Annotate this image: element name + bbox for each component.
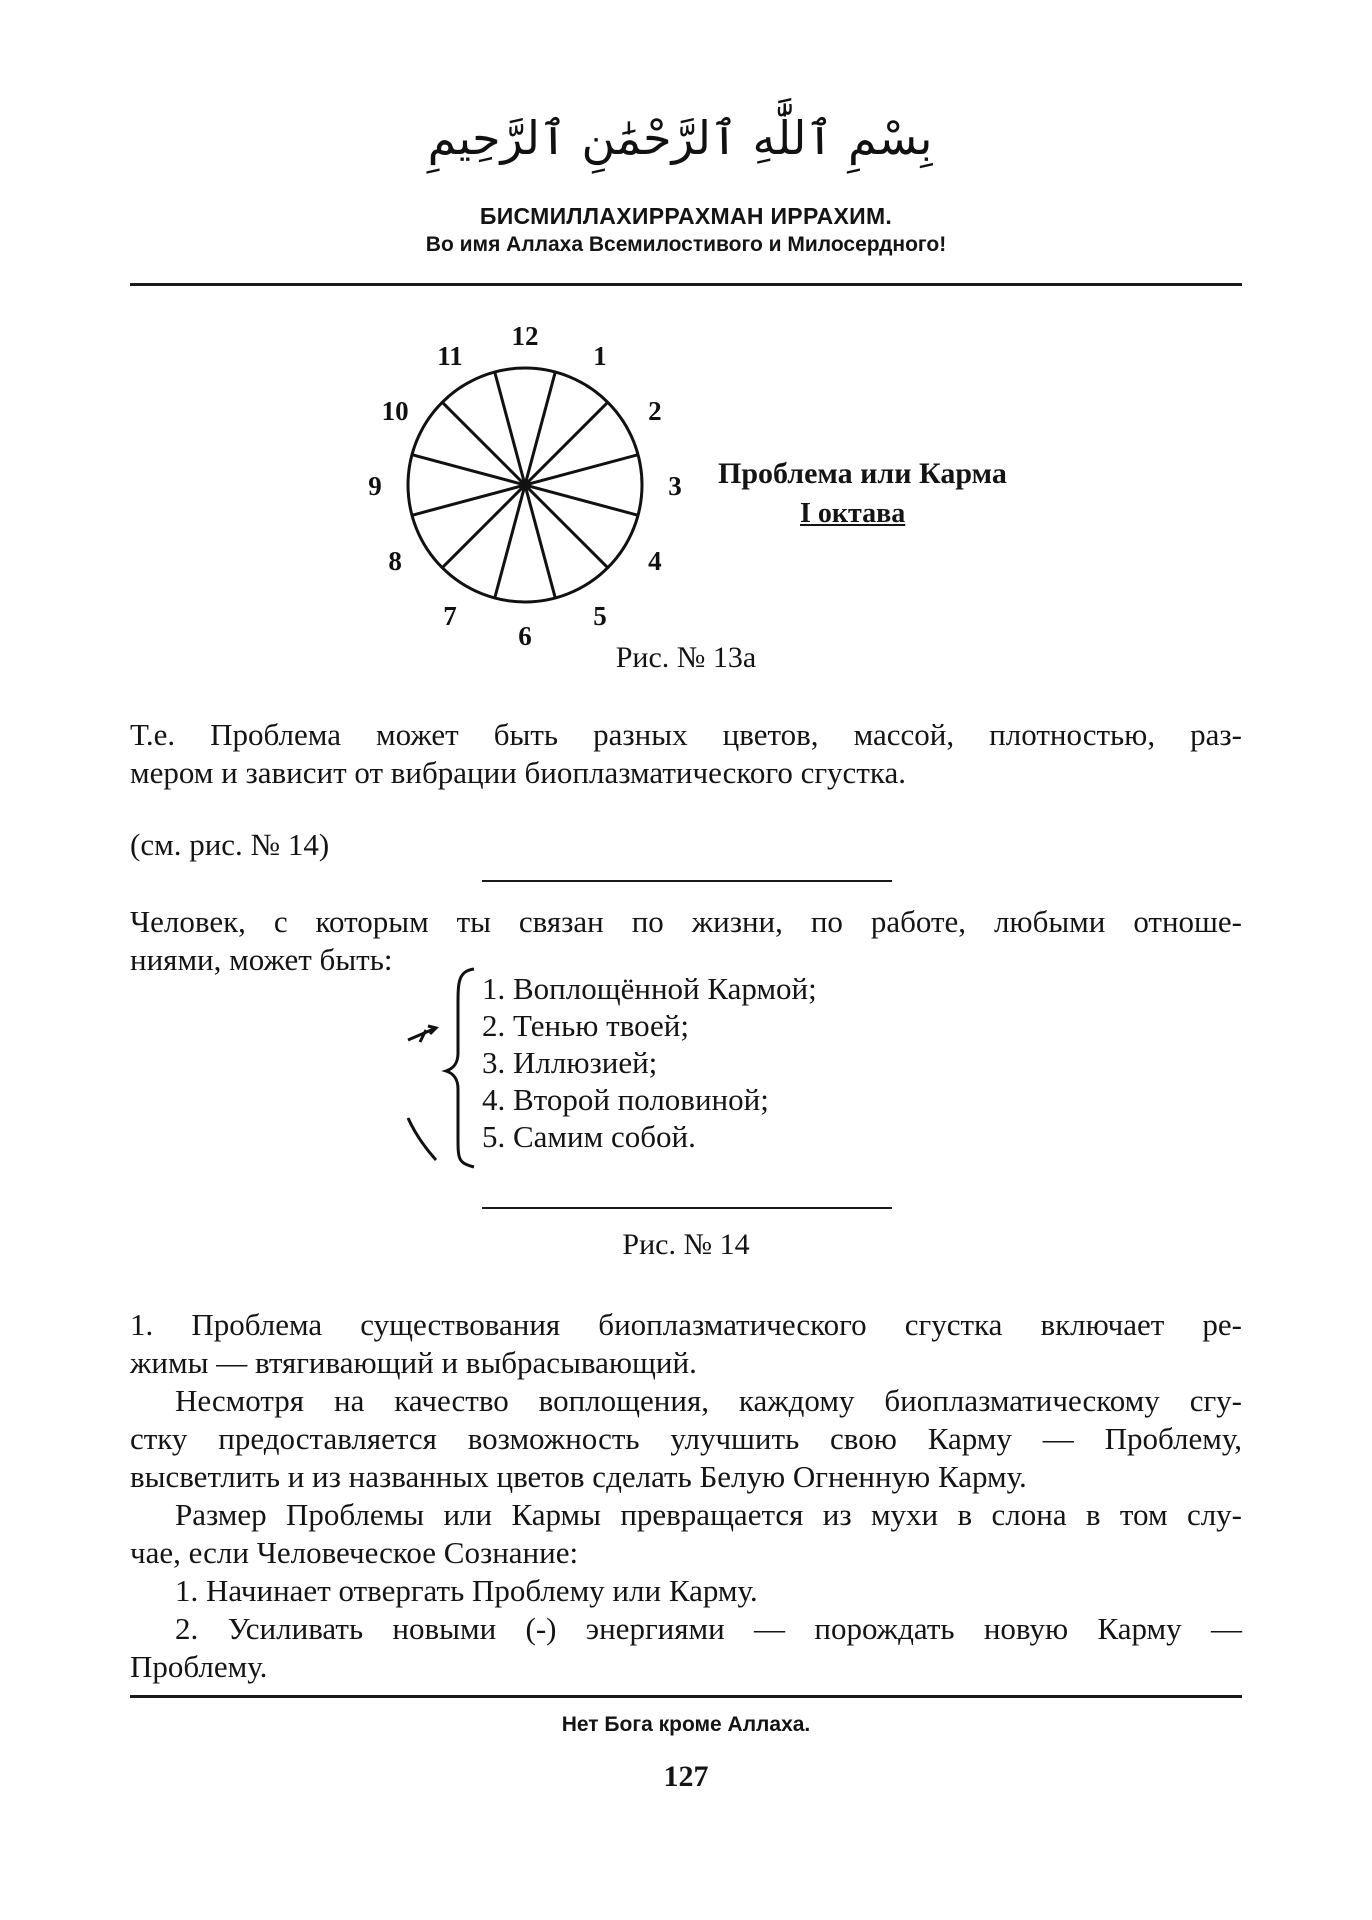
- paragraph-person-relation: [130, 903, 1242, 979]
- header-divider: [130, 283, 1242, 286]
- list-item: 1. Воплощённой Кармой;: [482, 971, 817, 1006]
- text-line: Проблему.: [130, 1649, 268, 1684]
- figure-side-subtitle: I октава: [800, 498, 906, 529]
- wheel-label-8: 8: [388, 546, 402, 576]
- text-line: мером и зависит от вибрации биоплазматического сгустка.: [130, 755, 906, 790]
- list-item: 5. Самим собой.: [482, 1119, 696, 1154]
- wheel-spokes: [412, 372, 638, 598]
- text-line: Т.е. Проблема может быть разных цветов, массой, плотностью, раз-: [130, 717, 1242, 752]
- wheel-label-1: 1: [593, 341, 607, 372]
- figure-14-caption: Рис. № 14: [622, 1228, 750, 1261]
- wheel-label-4: 4: [648, 546, 662, 576]
- body-paragraph: [130, 1382, 1242, 1496]
- text-line: 2. Усиливать новыми (-) энергиями — порождать новую Карму —: [175, 1611, 1242, 1646]
- wheel-label-10: 10: [381, 396, 409, 426]
- text-line: жимы — втягивающий и выбрасывающий.: [130, 1345, 697, 1380]
- section-divider: [482, 880, 892, 882]
- figure-13a-caption: Рис. № 13а: [615, 641, 757, 674]
- text-line: высветлить и из названных цветов сделать Белую Огненную Карму.: [130, 1459, 1027, 1494]
- footer-text: Нет Бога кроме Аллаха.: [561, 1713, 811, 1736]
- see-figure-reference: (см. рис. № 14): [130, 827, 330, 862]
- curly-brace: [444, 965, 484, 1170]
- wheel-label-7: 7: [443, 600, 457, 631]
- text-line: чае, если Человеческое Сознание:: [130, 1535, 579, 1570]
- arabic-calligraphy: [427, 92, 933, 182]
- svg-text:بِسْمِ ٱللَّٰهِ ٱلرَّحْمَٰنِ ٱ: بِسْمِ ٱللَّٰهِ ٱلرَّحْمَٰنِ ٱلرَّحِيمِ: [427, 111, 933, 165]
- page-number: 127: [663, 1760, 709, 1793]
- relation-list: [482, 970, 817, 1155]
- text-line: Человек, с которым ты связан по жизни, по работе, любыми отноше-: [130, 904, 1242, 939]
- header-subtitle: Во имя Аллаха Всемилостивого и Милосердного!: [425, 233, 947, 256]
- karma-wheel-diagram: [360, 321, 690, 660]
- body-text: [130, 1306, 1242, 1686]
- wheel-label-2: 2: [648, 396, 662, 426]
- paragraph-problem-colors: [130, 716, 1242, 792]
- body-paragraph: [130, 1572, 1242, 1610]
- handwritten-marks: [400, 1020, 450, 1170]
- list-item: 4. Второй половиной;: [482, 1082, 769, 1117]
- list-item: 3. Иллюзией;: [482, 1045, 658, 1080]
- text-line: Несмотря на качество воплощения, каждому биоплазматическому сгу-: [175, 1383, 1242, 1418]
- wheel-label-5: 5: [593, 600, 607, 631]
- header-title: БИСМИЛЛАХИРРАХМАН ИРРАХИМ.: [479, 203, 893, 229]
- wheel-label-9: 9: [368, 471, 382, 501]
- text-line: 1. Проблема существования биоплазматического сгустка включает ре-: [130, 1307, 1242, 1342]
- section-divider: [482, 1207, 892, 1209]
- wheel-label-11: 11: [437, 341, 463, 372]
- list-item: 2. Тенью твоей;: [482, 1008, 689, 1043]
- body-paragraph: [130, 1496, 1242, 1572]
- text-line: стку предоставляется возможность улучшить свою Карму — Проблему,: [130, 1421, 1242, 1456]
- wheel-label-6: 6: [518, 621, 532, 651]
- text-line: Размер Проблемы или Кармы превращается из мухи в слона в том слу-: [175, 1497, 1242, 1532]
- text-line: ниями, может быть:: [130, 942, 393, 977]
- figure-side-title: Проблема или Карма: [718, 457, 1007, 490]
- text-line: 1. Начинает отвергать Проблему или Карму.: [175, 1573, 758, 1608]
- body-paragraph: [130, 1306, 1242, 1382]
- wheel-label-12: 12: [511, 321, 539, 351]
- body-paragraph: [130, 1610, 1242, 1686]
- footer-divider: [130, 1695, 1242, 1698]
- wheel-label-3: 3: [668, 471, 682, 501]
